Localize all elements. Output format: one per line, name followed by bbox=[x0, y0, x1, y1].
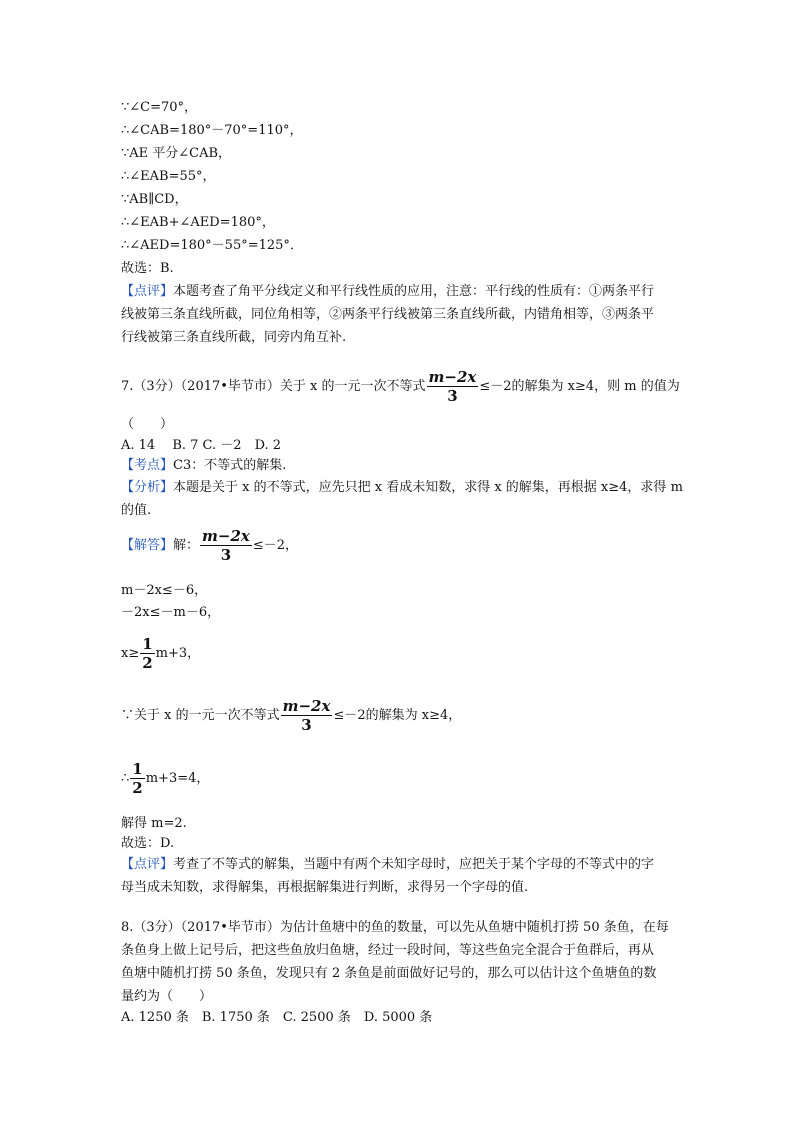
point-tag: 【考点】 bbox=[121, 458, 174, 473]
fraction-numerator: m−2x bbox=[282, 697, 331, 715]
fraction bbox=[130, 760, 144, 797]
answer-line: 故选：D. bbox=[121, 836, 175, 851]
solution-line: m－2x≤－6， bbox=[121, 583, 208, 598]
fraction-numerator: m−2x bbox=[202, 527, 250, 545]
solution-line: ∴∠EAB=55°， bbox=[121, 169, 216, 184]
solution-text: m+3=4， bbox=[145, 771, 210, 786]
solution-text: ∵关于 x 的一元一次不等式 bbox=[121, 708, 280, 723]
solution-text: x≥ bbox=[121, 646, 140, 661]
question-8-line: 8.（3分）（2017•毕节市）为估计鱼塘中的鱼的数量，可以先从鱼塘中随机打捞 50 条鱼，在每 bbox=[121, 920, 669, 935]
question-7-stem bbox=[121, 368, 680, 406]
solution-line: ∵AE 平分∠CAB， bbox=[121, 146, 232, 161]
fraction-denominator: 3 bbox=[447, 387, 458, 405]
stem-text: ≤－2的解集为 x≥4，则 m 的值为 bbox=[479, 379, 680, 394]
fraction-denominator: 2 bbox=[132, 779, 143, 797]
answer-line: 故选：B. bbox=[121, 261, 174, 276]
solution-text: ∴ bbox=[121, 771, 130, 786]
question-8-line: 鱼塘中随机打捞 50 条鱼，发现只有 2 条鱼是前面做好记号的，那么可以估计这个鱼塘鱼的数 bbox=[121, 966, 657, 981]
solution-text: m+3， bbox=[155, 646, 201, 661]
fraction-denominator: 3 bbox=[220, 546, 232, 564]
solution-line bbox=[121, 697, 461, 735]
stem-text: 7.（3分）（2017•毕节市）关于 x 的一元一次不等式 bbox=[121, 379, 426, 394]
solution-header bbox=[121, 527, 298, 565]
point-line bbox=[121, 456, 286, 476]
review-line: 行线被第三条直线所截，同旁内角互补. bbox=[121, 330, 347, 345]
question-8-line: 条鱼身上做上记号后，把这些鱼放归鱼塘，经过一段时间，等这些鱼完全混合于鱼群后，再从 bbox=[121, 943, 655, 958]
options-line: A. 14 B. 7 C. －2 D. 2 bbox=[121, 438, 282, 453]
question-8-line: 量约为（ ） bbox=[121, 989, 213, 1004]
analysis-text: 本题是关于 x 的不等式，应先只把 x 看成未知数，求得 x 的解集，再根据 x≥4，求得 m bbox=[173, 480, 683, 495]
review-tag: 【点评】 bbox=[121, 284, 174, 299]
solution-line: ∴∠AED=180°－55°=125°． bbox=[121, 238, 303, 253]
solution-line bbox=[121, 760, 209, 798]
point-text: C3：不等式的解集. bbox=[173, 458, 287, 473]
fraction bbox=[281, 697, 333, 734]
review-tag: 【点评】 bbox=[121, 857, 174, 872]
fraction bbox=[200, 527, 252, 564]
solution-text: 解： bbox=[173, 538, 200, 553]
review-text: 考查了不等式的解集，当题中有两个未知字母时，应把关于某个字母的不等式中的字 bbox=[173, 857, 655, 872]
answer-parentheses: （ ） bbox=[121, 417, 174, 432]
solution-line: ∴∠EAB+∠AED=180°， bbox=[121, 215, 275, 230]
fraction-numerator: m−2x bbox=[428, 368, 477, 386]
review-line: 母当成未知数，求得解集，再根据解集进行判断，求得另一个字母的值. bbox=[121, 880, 529, 895]
analysis-tag: 【分析】 bbox=[121, 480, 174, 495]
review-line bbox=[121, 855, 654, 875]
options-line: A. 1250 条 B. 1750 条 C. 2500 条 D. 5000 条 bbox=[121, 1010, 433, 1025]
solution-line: ∴∠CAB=180°－70°=110°， bbox=[121, 123, 303, 138]
fraction-denominator: 3 bbox=[301, 716, 312, 734]
fraction-numerator: 1 bbox=[142, 635, 153, 653]
analysis-line bbox=[121, 478, 683, 498]
solution-line: ∵∠C=70°， bbox=[121, 100, 198, 115]
review-text: 本题考查了角平分线定义和平行线性质的应用，注意：平行线的性质有：①两条平行 bbox=[173, 284, 655, 299]
solution-line: －2x≤－m－6， bbox=[121, 605, 221, 620]
solution-text: ≤－2的解集为 x≥4， bbox=[333, 708, 462, 723]
solution-line: ∵AB∥CD， bbox=[121, 192, 188, 207]
solution-line bbox=[121, 635, 200, 673]
solution-tag: 【解答】 bbox=[121, 538, 174, 553]
review-line: 线被第三条直线所截，同位角相等，②两条平行线被第三条直线所截，内错角相等，③两条平 bbox=[121, 307, 655, 322]
fraction bbox=[140, 635, 154, 672]
solution-line: 解得 m=2. bbox=[121, 816, 187, 831]
fraction-denominator: 2 bbox=[142, 654, 153, 672]
fraction bbox=[427, 368, 479, 405]
solution-text: ≤－2， bbox=[252, 538, 299, 553]
review-line bbox=[121, 282, 654, 302]
fraction-numerator: 1 bbox=[132, 760, 143, 778]
analysis-line: 的值. bbox=[121, 503, 152, 518]
